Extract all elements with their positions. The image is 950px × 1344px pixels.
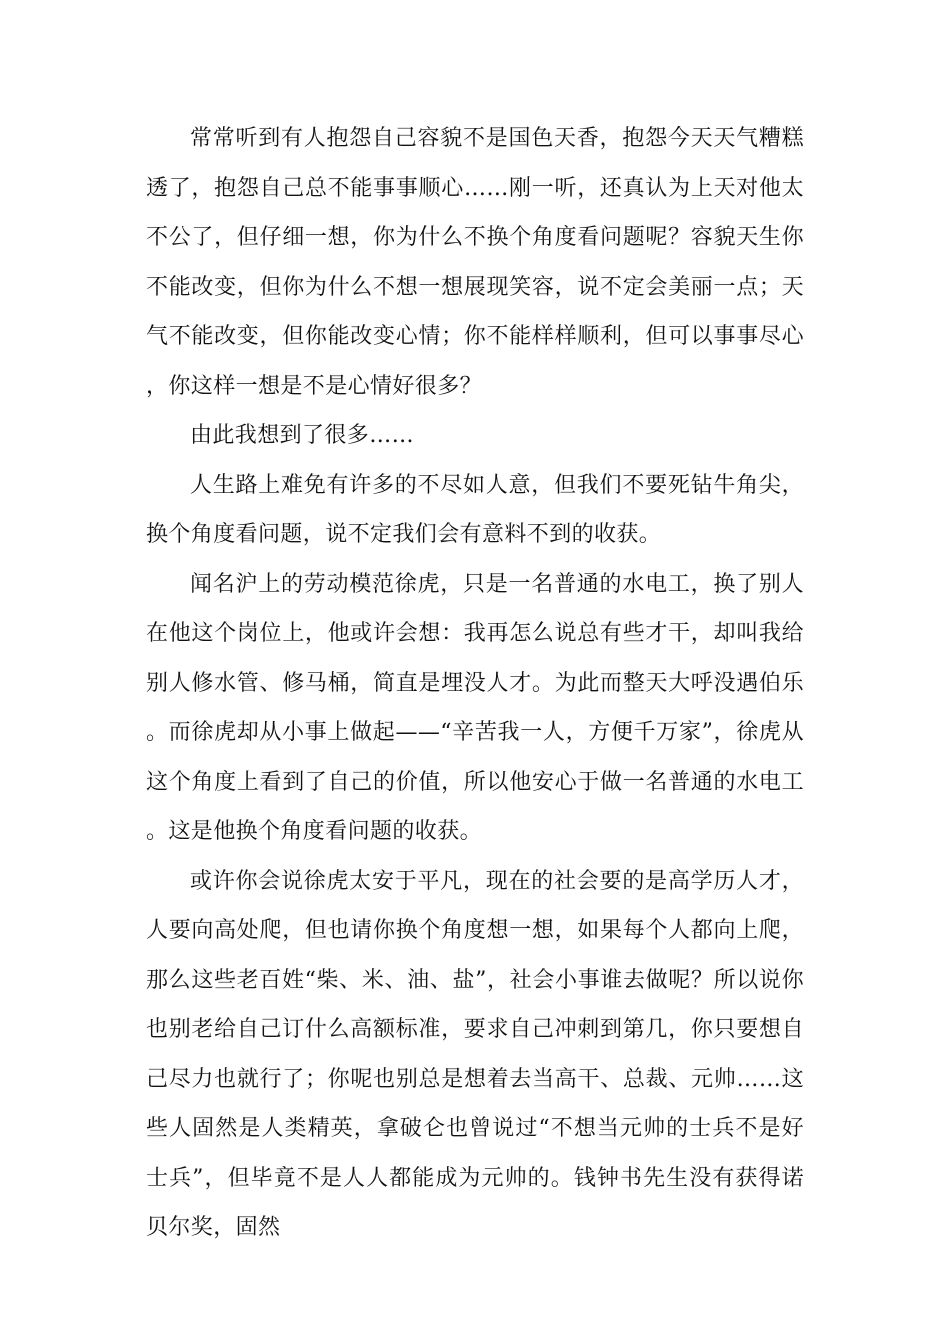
paragraph-transition: 由此我想到了很多…… xyxy=(190,423,415,448)
paragraph-perspective: 或许你会说徐虎太安于平凡，现在的社会要的是高学历人才，人要向高处爬，但也请你换个角度想一想，如果每个人都向上爬，那么这些老百姓“柴、米、油、盐”，社会小事谁去做呢？所以说你也别老给自己订什么高额标准，要求自己冲刺到第几，你只要想自己尽力也就行了；你呢也别总是想着去当高干、总裁、元帅……这些人固然是人类精英，拿破仑也曾说过“不想当元帅的士兵不是好士兵”，但毕竟不是人人都能成为元帅的。钱钟书先生没有获得诺贝尔奖，固然 xyxy=(146,868,804,1240)
paragraph-complaints: 常常听到有人抱怨自己容貌不是国色天香，抱怨今天天气糟糕透了，抱怨自己总不能事事顺心……刚一听，还真认为上天对他太不公了，但仔细一想，你为什么不换个角度看问题呢？容貌天生你不能改变，但你为什么不想一想展现笑容，说不定会美丽一点；天气不能改变，但你能改变心情；你不能样样顺利，但可以事事尽心，你这样一想是不是心情好很多？ xyxy=(146,126,804,399)
paragraph-xu-hu: 闻名沪上的劳动模范徐虎，只是一名普通的水电工，换了别人在他这个岗位上，他或许会想：我再怎么说总有些才干，却叫我给别人修水管、修马桶，简直是埋没人才。为此而整天大呼没遇伯乐。而徐虎却从小事上做起——“辛苦我一人，方便千万家”，徐虎从这个角度上看到了自己的价值，所以他安心于做一名普通的水电工。这是他换个角度看问题的收获。 xyxy=(146,571,804,844)
paragraph-life-path: 人生路上难免有许多的不尽如人意，但我们不要死钻牛角尖，换个角度看问题，说不定我们会有意料不到的收获。 xyxy=(146,472,804,547)
